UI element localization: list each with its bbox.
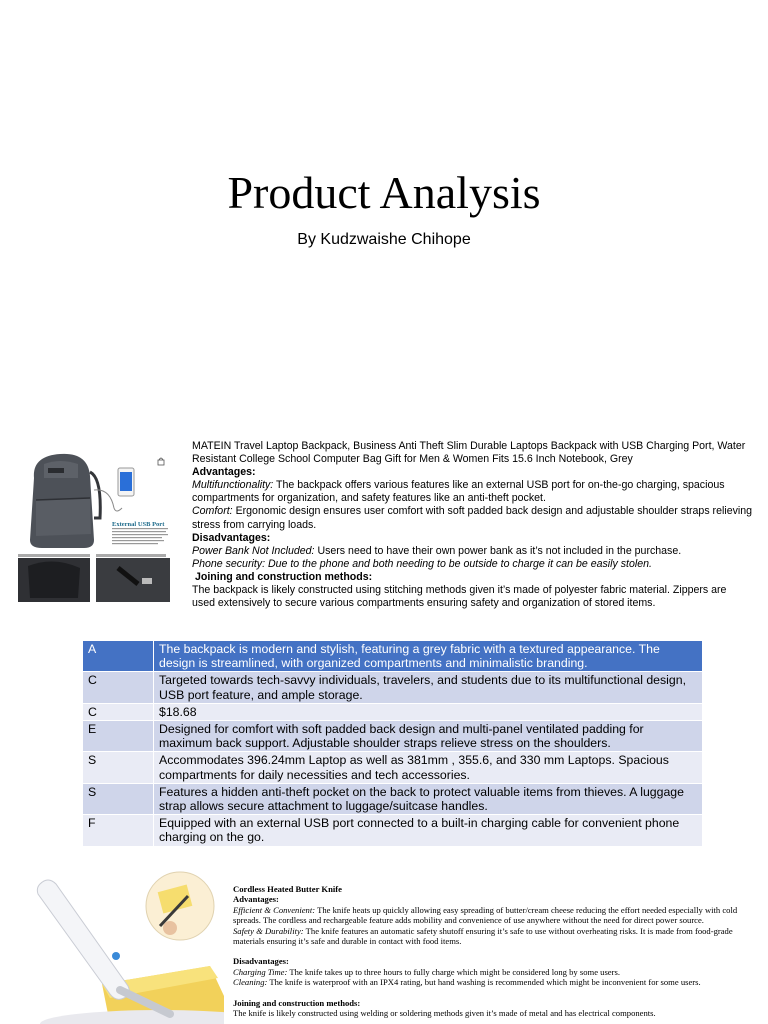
table-value: Features a hidden anti-theft pocket on the back to protect valuable items from thieves. A luggage strap allows secure attachment to luggage/suitcase handles. [154, 783, 703, 814]
backpack-disadvantages-heading: Disadvantages: [192, 531, 271, 544]
knife-disadvantage-2 [233, 977, 761, 987]
table-key: S [83, 752, 154, 783]
table-key: A [83, 641, 154, 672]
author-byline: By Kudzwaishe Chihope [297, 231, 471, 248]
advantage-label: Comfort: [192, 505, 233, 518]
table-key: C [83, 703, 154, 720]
disadvantage-text: The knife is waterproof with an IPX4 rating, but hand washing is recommended which might be inconvenient for some users. [267, 977, 701, 988]
disadvantage-text: The knife takes up to three hours to fully charge which might be considered long by some users. [287, 966, 620, 977]
table-row [83, 815, 703, 846]
backpack-description [192, 440, 752, 610]
table-value: Targeted towards tech-savvy individuals, travelers, and students due to its multifunctional design, USB port feature, and ample storage. [154, 672, 703, 703]
table-row [83, 703, 703, 720]
table-row [83, 672, 703, 703]
table-key: F [83, 815, 154, 846]
spacer [233, 946, 761, 956]
table-value: Accommodates 396.24mm Laptop as well as 381mm , 355.6, and 330 mm Laptops. Spacious compartments for daily necessities and tech accessories. [154, 752, 703, 783]
backpack-joining-text: The backpack is likely constructed using stitching methods given it’s made of polyester fabric material. Zippers are used extensively to secure various compartments ensuring safety and organization of stored items. [192, 584, 727, 610]
knife-joining-heading: Joining and construction methods: [233, 997, 361, 1008]
knife-advantages-heading: Advantages: [233, 894, 279, 905]
table-value: Equipped with an external USB port connected to a built-in charging cable for convenient phone charging on the go. [154, 815, 703, 846]
advantage-label: Multifunctionality: [192, 479, 274, 492]
backpack-advantages-heading: Advantages: [192, 466, 256, 479]
backpack-disadvantage-2: Phone security: Due to the phone and both needing to be outside to charge it can be easily stolen. [192, 557, 652, 570]
advantage-text: Ergonomic design ensures user comfort with soft padded back design and adjustable shoulder straps relieving stress from carrying loads. [192, 505, 753, 531]
backpack-joining-heading: Joining and construction methods: [195, 570, 373, 583]
backpack-advantage-1 [192, 479, 752, 505]
advantage-text: The knife features an automatic safety shutoff ensuring it’s safe to use without overheating risks. It is made from food-grade materials ensuring it’s safe and durable in contact with food items. [233, 925, 733, 947]
table-key: E [83, 721, 154, 752]
butter-knife-illustration [10, 866, 224, 1024]
knife-disadvantage-1 [233, 967, 761, 977]
page-title: Product Analysis [227, 167, 541, 218]
butter-knife-image [10, 866, 224, 1024]
table-key: S [83, 783, 154, 814]
advantage-text: The backpack offers various features like an external USB port for on-the-go charging, spacious compartments for organization, and safety features like an anti-theft pocket. [192, 479, 725, 505]
table-row [83, 783, 703, 814]
usb-port-label: External USB Port [112, 521, 165, 528]
disadvantage-label: Power Bank Not Included: [192, 544, 315, 557]
table-value: $18.68 [154, 703, 703, 720]
backpack-advantage-2 [192, 505, 752, 531]
table-row [83, 721, 703, 752]
disadvantage-text: Users need to have their own power bank as it’s not included in the purchase. [314, 544, 682, 557]
knife-name: Cordless Heated Butter Knife [233, 884, 342, 894]
backpack-disadvantage-1 [192, 545, 752, 558]
knife-disadvantages-heading: Disadvantages: [233, 956, 289, 967]
disadvantage-label: Charging Time: [233, 966, 288, 977]
advantage-label: Safety & Durability: [233, 925, 304, 936]
backpack-name: MATEIN Travel Laptop Backpack, Business Anti Theft Slim Durable Laptops Backpack with USB Charging Port, Water Resistant College School Computer Bag Gift for Men & Women Fits 15.6 Inch Notebook, Grey [192, 440, 746, 466]
backpack-image [18, 448, 174, 606]
knife-joining-text: The knife is likely constructed using welding or soldering methods given it’s made of metal and has electrical components. [233, 1008, 656, 1019]
advantage-text: The knife heats up quickly allowing easy spreading of butter/cream cheese reducing the effort needed especially with cold spreads. The cordless and rechargeable feature adds mobility and convenience of use anywhere without the need for direct power source. [233, 904, 738, 926]
accessfm-table [82, 640, 703, 847]
backpack-illustration [18, 448, 174, 606]
knife-advantage-2 [233, 926, 761, 947]
table-value: Designed for comfort with soft padded back design and multi-panel ventilated padding for maximum back support. Adjustable shoulder straps relieve stress on the shoulders. [154, 721, 703, 752]
knife-advantage-1 [233, 905, 761, 926]
advantage-label: Efficient & Convenient: [233, 904, 316, 915]
table-row [83, 752, 703, 783]
table-key: C [83, 672, 154, 703]
table-row [83, 641, 703, 672]
knife-description [233, 884, 761, 1018]
disadvantage-label: Cleaning: [233, 977, 268, 988]
spacer [233, 988, 761, 998]
table-value: The backpack is modern and stylish, featuring a grey fabric with a textured appearance. The design is streamlined, with organized compartments and minimalistic branding. [154, 641, 703, 672]
